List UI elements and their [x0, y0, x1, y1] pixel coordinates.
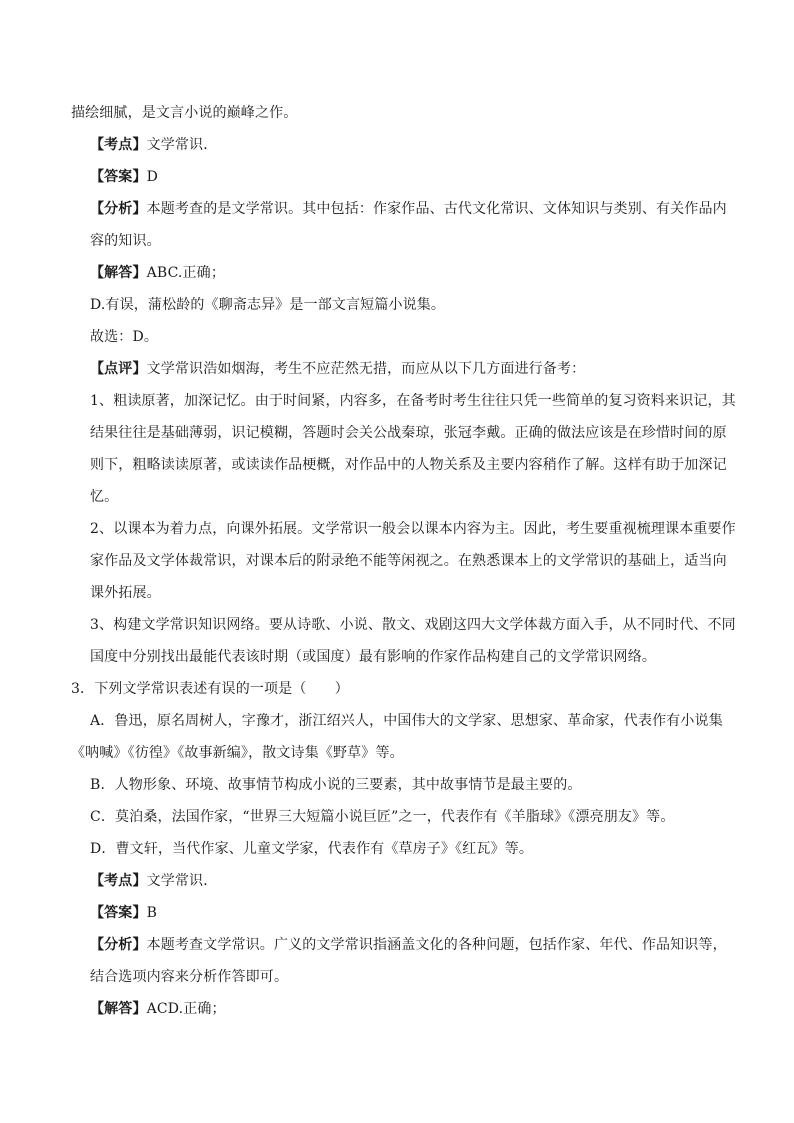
section-tag: 【解答】: [90, 1001, 147, 1017]
text-line: 【点评】文学常识浩如烟海，考生不应茫然无措，而应从以下几方面进行备考：: [90, 361, 586, 377]
text-line: 《呐喊》《彷徨》《故事新编》，散文诗集《野草》等。: [71, 745, 404, 761]
text-line: 【答案】B: [90, 905, 158, 921]
text-line: 结合选项内容来分析作答即可。: [90, 969, 289, 985]
text-line: D.有误，蒲松龄的《聊斋志异》是一部文言短篇小说集。: [90, 297, 446, 313]
text-line: 故选：D。: [90, 329, 158, 345]
section-tag: 【点评】: [90, 361, 147, 377]
text-line: 【考点】文学常识．: [90, 137, 218, 153]
section-tag: 【答案】: [90, 905, 147, 921]
section-tag: 【考点】: [90, 873, 147, 889]
text-line: 【分析】本题考查的是文学常识。其中包括：作家作品、古代文化常识、文体知识与类别、有关作品内: [90, 201, 727, 217]
option-b: B．人物形象、环境、故事情节构成小说的三要素，其中故事情节是最主要的。: [90, 777, 582, 793]
option-a: A．鲁迅，原名周树人，字豫才，浙江绍兴人，中国伟大的文学家、思想家、革命家，代表作有小说集: [90, 713, 723, 729]
question-stem: 3．下列文学常识表述有误的一项是（ ）: [71, 681, 349, 697]
text-line: 结果往往是基础薄弱，识记模糊，答题时会关公战秦琼，张冠李戴。正确的做法应该是在珍惜时间的原: [90, 425, 727, 441]
text-line: 2、以课本为着力点，向课外拓展。文学常识一般会以课本内容为主。因此，考生要重视梳理课本重要作: [90, 521, 736, 537]
option-d: D．曹文轩，当代作家、儿童文学家，代表作有《草房子》《红瓦》等。: [90, 841, 534, 857]
text-line: 【分析】本题考查文学常识。广义的文学常识指涵盖文化的各种问题，包括作家、年代、作品知识等，: [90, 937, 727, 953]
text-line: 课外拓展。: [90, 585, 161, 601]
section-tag: 【考点】: [90, 137, 147, 153]
text-line: 忆。: [90, 489, 119, 505]
text-line: 1、粗读原著，加深记忆。由于时间紧，内容多，在备考时考生往往只凭一些简单的复习资料来识记，其: [90, 393, 736, 409]
text-line: 则下，粗略读读原著，或读读作品梗概，对作品中的人物关系及主要内容稍作了解。这样有助于加深记: [90, 457, 727, 473]
section-tag: 【分析】: [90, 201, 147, 217]
option-c: C．莫泊桑，法国作家，“世界三大短篇小说巨匠”之一，代表作有《羊脂球》《漂亮朋友》等。: [90, 809, 675, 825]
text-line: 家作品及文学体裁常识，对课本后的附录绝不能等闲视之。在熟悉课本上的文学常识的基础上，适当向: [90, 553, 727, 569]
text-line: 【解答】ABC.正确；: [90, 265, 225, 281]
text-line: 国度中分别找出最能代表该时期（或国度）最有影响的作家作品构建自己的文学常识网络。: [90, 649, 656, 665]
text-line: 【解答】ACD.正确；: [90, 1001, 226, 1017]
text-line: 容的知识。: [90, 233, 161, 249]
text-line: 描绘细腻，是文言小说的巅峰之作。: [71, 105, 298, 121]
text-line: 【考点】文学常识．: [90, 873, 218, 889]
section-tag: 【分析】: [90, 937, 147, 953]
section-tag: 【答案】: [90, 169, 147, 185]
text-line: 3、构建文学常识知识网络。要从诗歌、小说、散文、戏剧这四大文学体裁方面入手，从不同时代、不同: [90, 617, 736, 633]
section-tag: 【解答】: [90, 265, 147, 281]
text-line: 【答案】D: [90, 169, 158, 185]
